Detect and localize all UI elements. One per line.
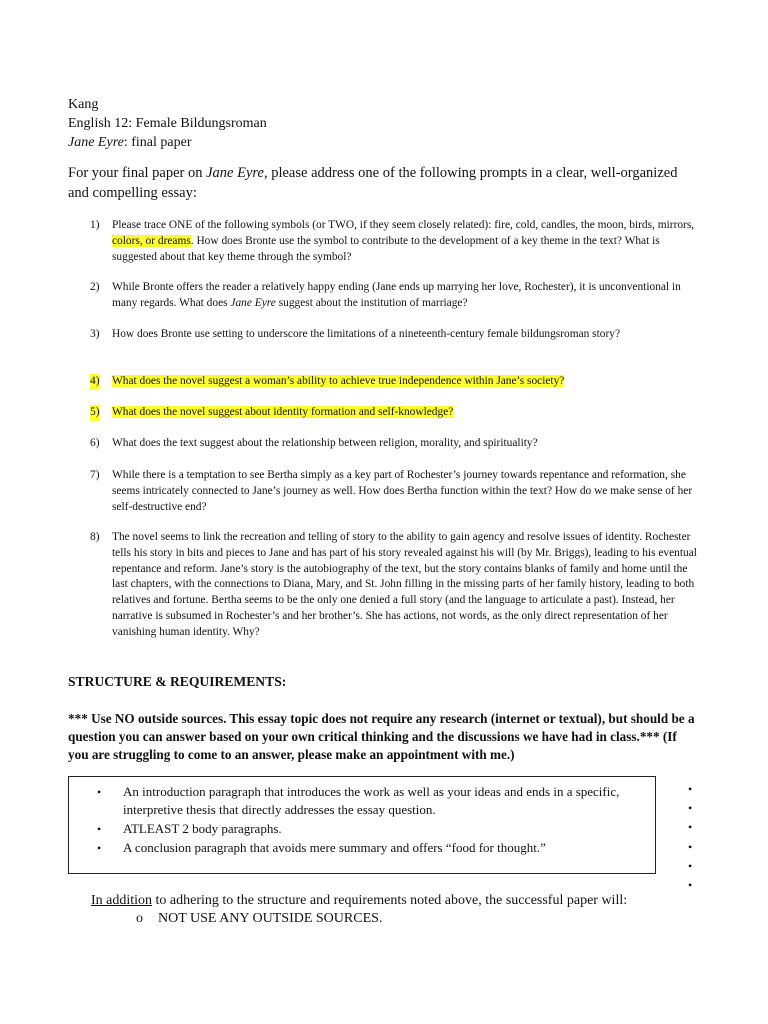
addition-underlined: In addition	[91, 893, 153, 908]
bullet-icon: •	[688, 878, 693, 893]
highlighted-text: What does the novel suggest a woman’s ability to achieve true independence within Jane’s society?	[112, 375, 565, 387]
addition-paragraph: In addition to adhering to the structure and requirements noted above, the successful paper will:	[91, 893, 628, 908]
prompt-number: 1)	[90, 219, 100, 231]
bullet-icon: •	[688, 820, 693, 835]
sub-bullet-text: NOT USE ANY OUTSIDE SOURCES.	[158, 911, 383, 926]
prompt-text: The novel seems to link the recreation and telling of story to the ability to gain agency and resolve issues of identity. Rochester tells his story in bits and pieces to Jane and has part of his story revealed against his will (by Mr. Briggs), leading to his eventual repentance and reform. Jane’s story is the autobiography of the text, but the story contains blanks of family and home until the last chapters, with the connections to Diana, Mary, and St. John filling in the missing parts of her family history, leading to both relatives and fortune. Bertha seems to be the only one denied a full story (and the language to articulate a past). Instead, her narrative is subsumed in Rochester’s and her brother’s. She has actions, not words, as the only direct representation of her vanishing human identity. Why?	[112, 531, 697, 638]
bullet-icon: •	[97, 822, 102, 836]
section-title: STRUCTURE & REQUIREMENTS:	[68, 674, 287, 689]
highlighted-text: colors, or dreams	[112, 234, 191, 247]
prompt-number: 8)	[90, 531, 100, 543]
prompt-number: 5)	[90, 405, 100, 421]
intro-paragraph: For your final paper on Jane Eyre, please address one of the following prompts in a clear, well-organized and compelling essay:	[68, 165, 678, 201]
bullet-icon: •	[688, 858, 693, 873]
prompt-number: 6)	[90, 437, 100, 449]
sub-bullet-item	[136, 911, 382, 927]
prompt-number: 4)	[90, 374, 100, 390]
requirement-text: An introduction paragraph that introduces the work as well as your ideas and ends in a specific, interpretive thesis that directly addresses the essay question.	[123, 784, 620, 817]
course-name: English 12: Female Bildungsroman	[68, 116, 267, 131]
bullet-icon: •	[97, 841, 102, 855]
bullet-icon: •	[688, 839, 693, 854]
bullet-icon: •	[97, 785, 102, 799]
assignment-title-italic: Jane Eyre	[68, 135, 124, 150]
prompt-number: 3)	[90, 328, 100, 340]
assignment-title-rest: : final paper	[123, 135, 192, 150]
prompt-number: 2)	[90, 281, 100, 293]
author-name: Kang	[68, 97, 99, 112]
prompt-text: While there is a temptation to see Bertha simply as a key part of Rochester’s journey towards repentance and reformation, she seems intricately connected to Jane’s journey as well. How does Bertha function within the text? How do we make sense of her self-destructive end?	[112, 469, 693, 513]
prompt-text	[112, 405, 700, 421]
prompt-text	[112, 374, 700, 390]
margin-bullets	[688, 780, 692, 895]
requirements-box	[68, 776, 656, 874]
requirement-text: ATLEAST 2 body paragraphs.	[123, 821, 282, 836]
requirement-text: A conclusion paragraph that avoids mere summary and offers “food for thought.”	[123, 840, 546, 855]
bullet-icon: •	[688, 801, 693, 816]
prompt-text: How does Bronte use setting to underscore the limitations of a nineteenth-century female bildungsroman story?	[112, 328, 621, 340]
prompt-number: 7)	[90, 469, 100, 481]
outside-sources-note: *** Use NO outside sources. This essay topic does not require any research (internet or textual), but should be a question you can answer based on your own critical thinking and the discussions we have had in class.*** (If you are struggling to come to an answer, please make an appointment with me.)	[68, 711, 695, 762]
prompt-text: While Bronte offers the reader a relatively happy ending (Jane ends up marrying her love, Rochester), it is unconventional in many regards. What does Jane Eyre suggest about the institution of marriage?	[112, 281, 681, 309]
circle-bullet-icon: o	[136, 911, 143, 926]
document-header	[68, 95, 267, 152]
assignment-title	[68, 133, 267, 152]
highlighted-text: What does the novel suggest about identity formation and self-knowledge?	[112, 406, 454, 418]
prompt-text: Please trace ONE of the following symbols (or TWO, if they seem closely related): fire, cold, candles, the moon, birds, mirrors, colors, or dreams. How does Bronte use the symbol to contribute to the development of a key theme in the text? What is suggested about that key theme through the symbol?	[112, 219, 695, 263]
bullet-icon: •	[688, 782, 693, 796]
prompt-text: What does the text suggest about the relationship between religion, morality, and spirituality?	[112, 437, 538, 449]
